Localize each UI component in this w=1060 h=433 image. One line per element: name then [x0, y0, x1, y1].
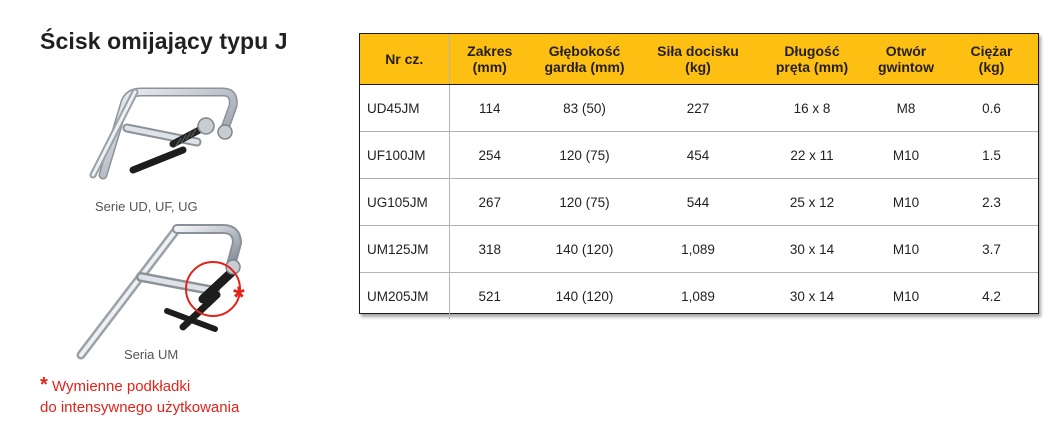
series-um-caption: Seria UM [124, 347, 179, 362]
page-title: Ścisk omijający typu J [40, 28, 288, 54]
header-line: Głębokość [548, 43, 621, 59]
cell-range: 521 [478, 288, 502, 304]
cell-weight: 2.3 [945, 179, 1038, 226]
cell-clamping-force: 227 [639, 85, 757, 132]
note-line-2: do intensywnego użytkowania [40, 399, 240, 416]
cell-clamping-force: 454 [639, 132, 757, 179]
cell-thread-hole: M10 [867, 179, 945, 226]
cell-throat-depth: 83 (50) [530, 85, 639, 132]
cell-bar-length: 16 x 8 [757, 85, 867, 132]
header-line: (mm) [472, 59, 507, 75]
table-row [360, 273, 1038, 320]
header-line: Siła docisku [657, 43, 739, 59]
cell-weight: 0.6 [945, 85, 1038, 132]
cell-range: 267 [449, 179, 530, 226]
header-line: Długość [784, 43, 840, 59]
cell-thread-hole: M10 [892, 288, 920, 304]
j-clamp-ud-uf-ug-image [85, 80, 255, 198]
specifications-table [359, 33, 1039, 314]
cell-clamping-force: 1,089 [681, 288, 715, 304]
header-line: (kg) [685, 59, 711, 75]
cell-bar-length: 25 x 12 [757, 179, 867, 226]
replaceable-pad-asterisk: * [233, 281, 245, 314]
cell-throat-depth: 120 (75) [530, 132, 639, 179]
cell-part-number: UD45JM [360, 85, 449, 132]
cell-part-number: UG105JM [360, 179, 449, 226]
header-line: gwintow [878, 59, 934, 75]
header-clamping-force [639, 34, 757, 85]
cell-bar-length: 30 x 14 [757, 226, 867, 273]
cell-throat-depth: 120 (75) [530, 179, 639, 226]
cell-thread-hole: M10 [867, 226, 945, 273]
table-row [360, 179, 1038, 226]
header-line: (kg) [978, 59, 1005, 75]
table-header-row [360, 34, 1038, 85]
cell-throat-depth: 140 (120) [530, 226, 639, 273]
cell-part-number: UM125JM [360, 226, 449, 273]
cell-range: 318 [449, 226, 530, 273]
header-weight [945, 34, 1038, 85]
header-line: Otwór [885, 43, 927, 59]
cell-weight: 3.7 [945, 226, 1038, 273]
header-line: Nr cz. [385, 51, 424, 67]
header-line: pręta (mm) [775, 59, 849, 75]
header-line: Zakres [467, 43, 513, 59]
cell-throat-depth: 140 (120) [555, 288, 614, 304]
note-asterisk: * [40, 374, 48, 396]
series-ud-uf-ug-caption: Serie UD, UF, UG [95, 199, 198, 214]
replaceable-pads-note [40, 375, 239, 418]
cell-bar-length: 30 x 14 [789, 288, 835, 304]
cell-range: 254 [449, 132, 530, 179]
cell-part-number: UM205JM [360, 273, 449, 320]
cell-weight: 4.2 [982, 288, 1001, 304]
table-row [360, 85, 1038, 132]
table-row [360, 132, 1038, 179]
header-bar-length [757, 34, 867, 85]
cell-clamping-force: 544 [639, 179, 757, 226]
cell-bar-length: 22 x 11 [757, 132, 867, 179]
cell-thread-hole: M10 [867, 132, 945, 179]
note-line-1: Wymienne podkładki [51, 378, 191, 395]
cell-part-number: UF100JM [360, 132, 449, 179]
cell-weight: 1.5 [945, 132, 1038, 179]
header-line: Ciężar [970, 43, 1013, 59]
header-part-number [360, 34, 449, 85]
cell-range: 114 [449, 85, 530, 132]
table-row [360, 226, 1038, 273]
cell-thread-hole: M8 [867, 85, 945, 132]
header-thread-hole [867, 34, 945, 85]
header-line: gardła (mm) [544, 59, 625, 75]
header-throat-depth [530, 34, 639, 85]
header-range [449, 34, 530, 85]
cell-clamping-force: 1,089 [639, 226, 757, 273]
